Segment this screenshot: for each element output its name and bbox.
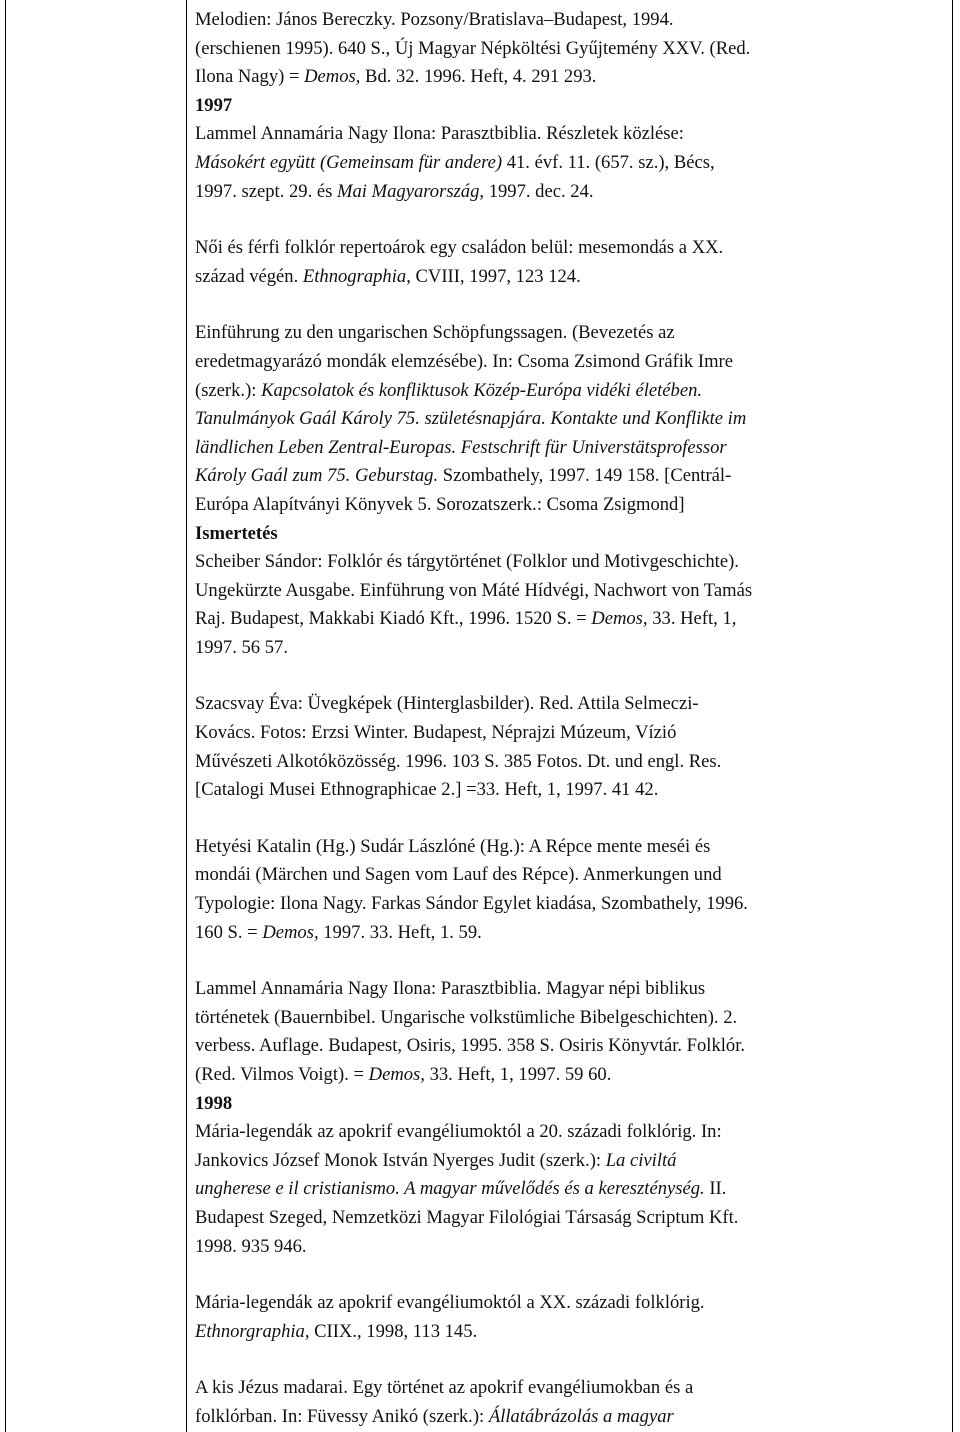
entry-line: Einführung zu den ungarischen Schöpfungssagen. (Bevezetés az — [195, 322, 675, 344]
entry-line: ungherese e il cristianismo. A magyar művelődés és a kereszténység. II. — [195, 1178, 727, 1200]
entry-line: Ethnorgraphia, CIIX., 1998, 113 145. — [195, 1320, 478, 1342]
entry-line: Másokért együtt (Gemeinsam für andere) 41. évf. 11. (657. sz.), Bécs, — [195, 151, 715, 173]
table-left-border — [5, 0, 6, 1432]
entry-line: történetek (Bauernbibel. Ungarische volkstümliche Bibelgeschichten). 2. — [195, 1006, 738, 1028]
entry-line: Tanulmányok Gaál Károly 75. születésnapjára. Kontakte und Konflikte im — [195, 408, 747, 430]
entry-line: Scheiber Sándor: Folklór és tárgytörténet (Folklor und Motivgeschichte). — [195, 551, 739, 573]
entry-line: Raj. Budapest, Makkabi Kiadó Kft., 1996. 1520 S. = Demos, 33. Heft, 1, — [195, 608, 737, 630]
entry-line: Károly Gaál zum 75. Geburstag. Szombathely, 1997. 149 158. [Centrál- — [195, 465, 732, 487]
spacer — [195, 1346, 945, 1374]
bibliography-entry — [195, 6, 945, 92]
entry-line: 160 S. = Demos, 1997. 33. Heft, 1. 59. — [195, 921, 482, 943]
entry-line: Ungekürzte Ausgabe. Einführung von Máté Hídvégi, Nachwort von Tamás — [195, 579, 753, 601]
bibliography-entry — [195, 548, 945, 662]
spacer — [195, 662, 945, 690]
entry-line: (erschienen 1995). 640 S., Új Magyar Népköltési Gyűjtemény XXV. (Red. — [195, 37, 751, 59]
entry-line: Művészeti Alkotóközösség. 1996. 103 S. 385 Fotos. Dt. und engl. Res. — [195, 750, 722, 772]
entry-line: (Red. Vilmos Voigt). = Demos, 33. Heft, 1, 1997. 59 60. — [195, 1064, 612, 1085]
spacer — [195, 206, 945, 234]
entry-line: ländlichen Leben Zentral-Europas. Festschrift für Universtätsprofessor — [195, 436, 727, 458]
entry-line: Ilona Nagy) = Demos, Bd. 32. 1996. Heft, 4. 291 293. — [195, 66, 597, 88]
bibliography-entry — [195, 120, 945, 206]
year-heading-1998: 1998 — [195, 1092, 233, 1114]
bibliography-entry — [195, 234, 945, 291]
entry-line: mondái (Märchen und Sagen vom Lauf des Répce). Anmerkungen und — [195, 864, 722, 886]
entry-line: Kovács. Fotos: Erzsi Winter. Budapest, Néprajzi Múzeum, Vízió — [195, 722, 677, 744]
entry-line: A kis Jézus madarai. Egy történet az apokrif evangéliumokban és a — [195, 1377, 694, 1399]
entry-line: [Catalogi Musei Ethnographicae 2.] =33. Heft, 1, 1997. 41 42. — [195, 779, 659, 801]
spacer — [195, 291, 945, 319]
entry-line: folklórban. In: Füvessy Anikó (szerk.): Állatábrázolás a magyar — [195, 1405, 674, 1427]
bibliography-entry — [195, 1118, 945, 1261]
bibliography-entry — [195, 319, 945, 519]
spacer — [195, 1261, 945, 1289]
entry-line: 1997. szept. 29. és Mai Magyarország, 1997. dec. 24. — [195, 180, 594, 202]
bibliography-entry — [195, 1289, 945, 1346]
entry-line: eredetmagyarázó mondák elemzésébe). In: Csoma Zsimond Gráfik Imre — [195, 350, 733, 372]
entry-line: verbess. Auflage. Budapest, Osiris, 1995. 358 S. Osiris Könyvtár. Folklór. — [195, 1035, 746, 1057]
bibliography-entry — [195, 690, 945, 804]
bibliography-column — [195, 6, 945, 1432]
entry-line: Budapest Szeged, Nemzetközi Magyar Filológiai Társaság Scriptum Kft. — [195, 1206, 739, 1228]
bibliography-entry — [195, 833, 945, 947]
year-heading-1997: 1997 — [195, 94, 233, 116]
entry-line: század végén. Ethnographia, CVIII, 1997, 123 124. — [195, 265, 581, 287]
entry-line: Női és férfi folklór repertoárok egy családon belül: mesemondás a XX. — [195, 237, 724, 259]
bibliography-entry — [195, 975, 945, 1089]
entry-line: Lammel Annamária Nagy Ilona: Parasztbiblia. Magyar népi biblikus — [195, 978, 706, 1000]
entry-line: Lammel Annamária Nagy Ilona: Parasztbiblia. Részletek közlése: — [195, 123, 684, 145]
table-right-border — [952, 0, 953, 1432]
entry-line: Mária-legendák az apokrif evangéliumoktól a XX. századi folklórig. — [195, 1292, 705, 1314]
entry-line: Mária-legendák az apokrif evangéliumoktól a 20. századi folklórig. In: — [195, 1121, 722, 1143]
entry-line: Jankovics József Monok István Nyerges Judit (szerk.): La civiltá — [195, 1149, 677, 1171]
bibliography-entry — [195, 1374, 945, 1431]
entry-line: Melodien: János Bereczky. Pozsony/Bratislava–Budapest, 1994. — [195, 9, 674, 30]
spacer — [195, 805, 945, 833]
entry-line: Hetyési Katalin (Hg.) Sudár Lászlóné (Hg.): A Répce mente meséi és — [195, 835, 711, 857]
table-column-divider — [186, 0, 187, 1432]
entry-line: 1997. 56 57. — [195, 636, 288, 658]
section-heading-ismertetes: Ismertetés — [195, 522, 278, 544]
entry-line: Szacsvay Éva: Üvegképek (Hinterglasbilder). Red. Attila Selmeczi- — [195, 693, 699, 715]
entry-line: (szerk.): Kapcsolatok és konfliktusok Közép-Európa vidéki életében. — [195, 379, 703, 401]
entry-line: Európa Alapítványi Könyvek 5. Sorozatszerk.: Csoma Zsigmond] — [195, 493, 685, 515]
spacer — [195, 947, 945, 975]
entry-line: Typologie: Ilona Nagy. Farkas Sándor Egylet kiadása, Szombathely, 1996. — [195, 893, 748, 915]
entry-line: 1998. 935 946. — [195, 1235, 307, 1257]
